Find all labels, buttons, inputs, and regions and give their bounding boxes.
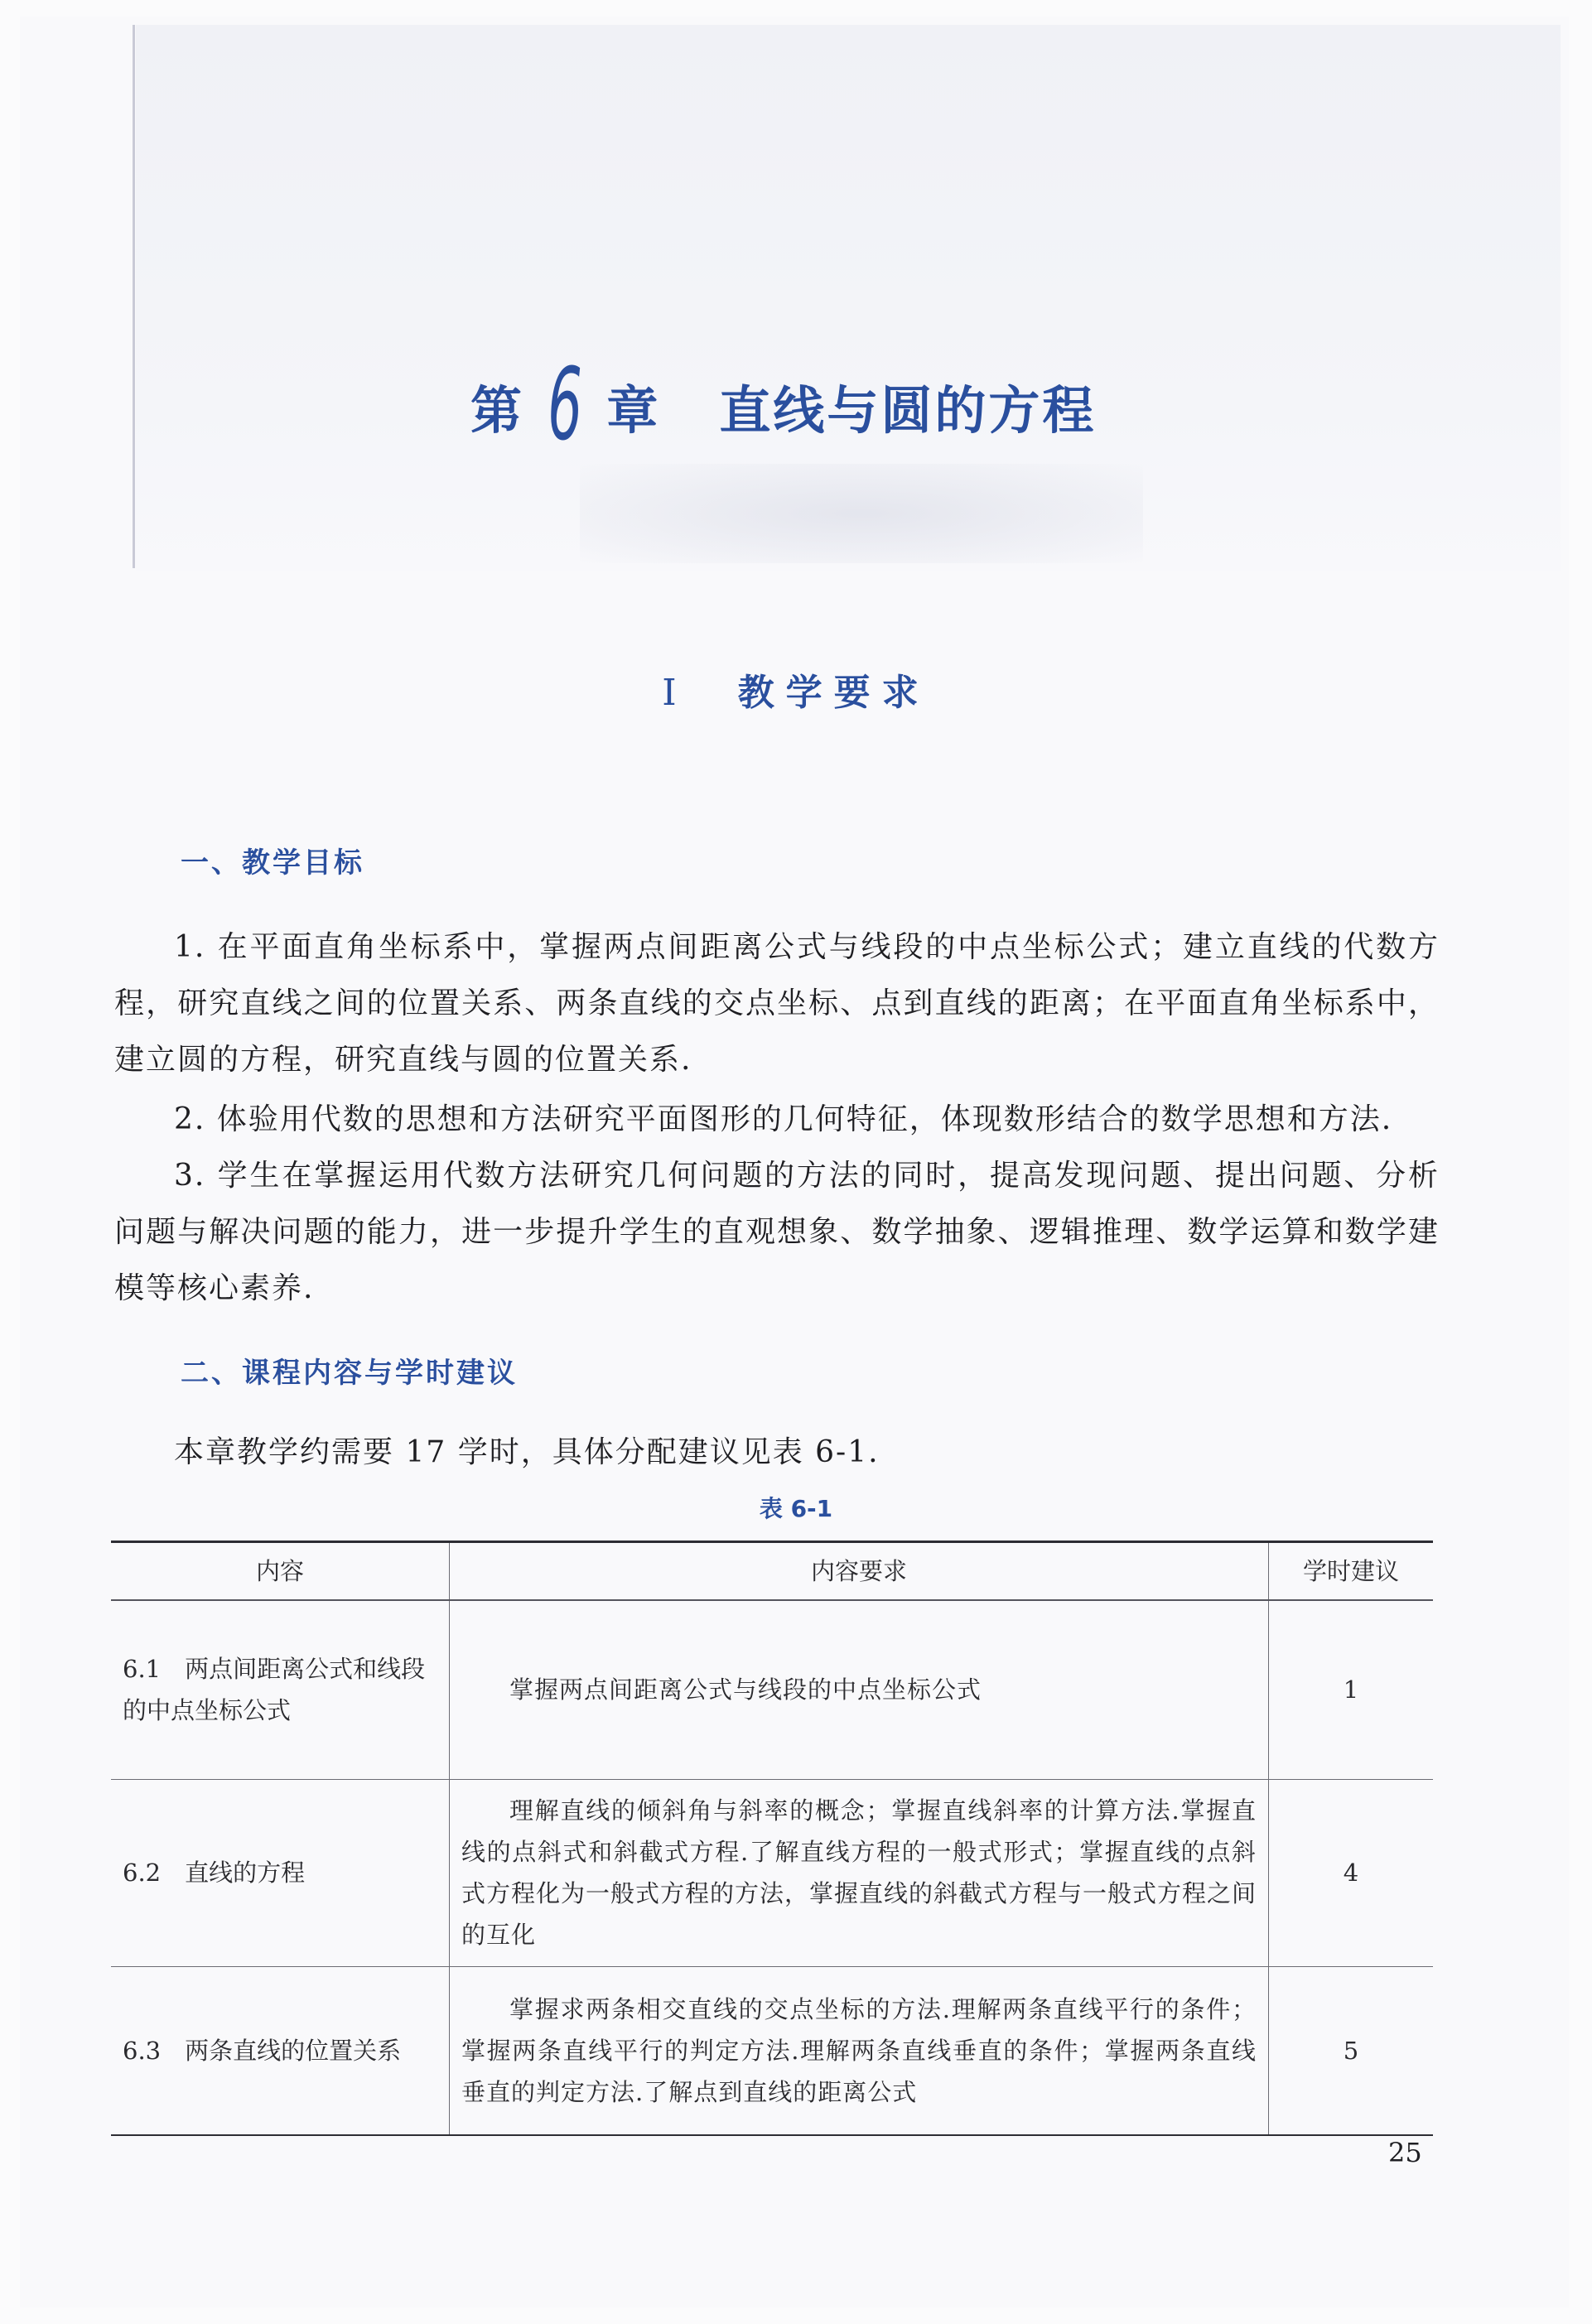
row-requirement: 掌握求两条相交直线的交点坐标的方法.理解两条直线平行的条件；掌握两条直线平行的判定方法.理解两条直线垂直的条件；掌握两条直线垂直的判定方法.了解点到直线的距离公式 xyxy=(450,1966,1269,2135)
header-content: 内容 xyxy=(111,1542,450,1601)
page-number: 25 xyxy=(1388,2137,1422,2168)
row-content: 6.2 直线的方程 xyxy=(111,1779,450,1966)
chapter-prefix: 第 xyxy=(470,379,524,441)
table-header-row xyxy=(111,1542,1433,1601)
row-requirement: 理解直线的倾斜角与斜率的概念；掌握直线斜率的计算方法.掌握直线的点斜式和斜截式方程.了解直线方程的一般式形式；掌握直线的点斜式方程化为一般式方程的方法，掌握直线的斜截式方程与一般式方程之间的互化 xyxy=(450,1779,1269,1966)
table-row xyxy=(111,1600,1433,1779)
goal-paragraph-1: 1. 在平面直角坐标系中，掌握两点间距离公式与线段的中点坐标公式；建立直线的代数方程，研究直线之间的位置关系、两条直线的交点坐标、点到直线的距离；在平面直角坐标系中，建立圆的方程，研究直线与圆的位置关系. xyxy=(114,930,1440,1077)
chapter-title xyxy=(470,348,1097,463)
row-hours: 4 xyxy=(1269,1779,1434,1966)
row-hours: 1 xyxy=(1269,1600,1434,1779)
goal-paragraph-3: 3. 学生在掌握运用代数方法研究几何问题的方法的同时，提高发现问题、提出问题、分析问题与解决问题的能力，进一步提升学生的直观想象、数学抽象、逻辑推理、数学运算和数学建模等核心素养. xyxy=(114,1159,1440,1305)
row-content: 6.3 两条直线的位置关系 xyxy=(111,1966,450,2135)
banner-rule xyxy=(133,25,135,568)
table-row xyxy=(111,1779,1433,1966)
chapter-name: 直线与圆的方程 xyxy=(719,379,1097,441)
table-row xyxy=(111,1966,1433,2135)
row-hours: 5 xyxy=(1269,1966,1434,2135)
header-hours: 学时建议 xyxy=(1269,1542,1434,1601)
section-title: 教学要求 xyxy=(737,672,930,714)
chapter-number: 6 xyxy=(548,348,583,463)
section-roman: I xyxy=(662,672,688,714)
row-requirement: 掌握两点间距离公式与线段的中点坐标公式 xyxy=(450,1600,1269,1779)
hours-table xyxy=(111,1540,1433,2136)
table-caption: 表 6-1 xyxy=(759,1495,833,1522)
course-intro: 本章教学约需要 17 学时，具体分配建议见表 6-1. xyxy=(174,1435,880,1469)
chapter-suffix: 章 xyxy=(606,379,660,441)
goals-heading: 一、教学目标 xyxy=(181,846,364,880)
header-requirement: 内容要求 xyxy=(450,1542,1269,1601)
banner-shade xyxy=(580,464,1143,563)
goal-paragraph-2: 2. 体验用代数的思想和方法研究平面图形的几何特征，体现数形结合的数学思想和方法. xyxy=(174,1102,1393,1136)
section-heading xyxy=(0,663,1592,716)
row-content: 6.1 两点间距离公式和线段的中点坐标公式 xyxy=(111,1600,450,1779)
course-heading: 二、课程内容与学时建议 xyxy=(181,1357,518,1390)
